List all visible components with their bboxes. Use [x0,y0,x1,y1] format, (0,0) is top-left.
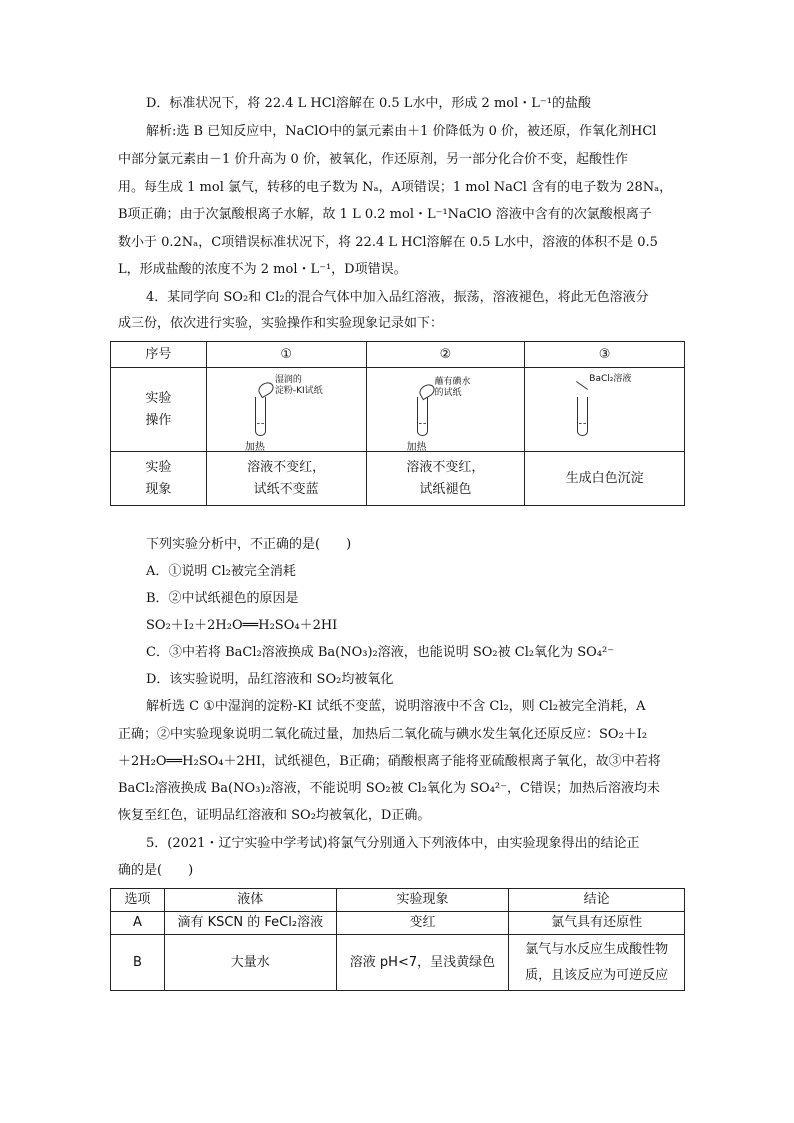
table-cell [509,935,685,991]
diagram-label: 加热 [406,441,427,453]
row-label: 实验 [145,390,172,406]
table-cell [525,368,685,452]
diagram-label: 蘸有碘水 的试纸 [434,376,471,398]
cell-text: 试纸褪色 [419,481,472,497]
q4-equation: SO₂＋I₂＋2H₂O══H₂SO₄＋2HI [146,618,338,633]
table-row [111,368,685,452]
q4-answer-line: 解析选 C ①中湿润的淀粉-KI 试纸不变蓝，说明溶液中不含 Cl₂，则 Cl₂被完全消耗，A [146,699,646,714]
test-tube-diagram [211,371,362,453]
q3-answer-line: B项正确；由于次氯酸根离子水解，故 1 L 0.2 mol・L⁻¹NaClO 溶液中含有的次氯酸根离子 [118,207,652,222]
table-cell [111,452,207,506]
q3-answer-line: L，形成盐酸的浓度不为 2 mol・L⁻¹，D项错误。 [118,262,407,277]
table-cell: 滴有 KSCN 的 FeCl₂溶液 [164,912,336,935]
table-cell [366,452,525,506]
table-cell: 溶液 pH<7，呈浅黄绿色 [336,935,509,991]
cell-text: 氯气与水反应生成酸性物 [525,941,669,957]
q4-question: 下列实验分析中，不正确的是( ) [146,537,352,552]
table-row [111,912,685,935]
q5-stem: 确的是( ) [118,863,194,878]
test-tube-icon [255,397,266,436]
table-cell [111,368,207,452]
test-paper-icon [256,379,276,397]
cell-text: 溶液不变红， [247,459,326,475]
table-cell [206,452,366,506]
table-cell: B [111,935,165,991]
q4-answer-line: 恢复至红色，证明品红溶液和 SO₂均被氧化，D正确。 [118,808,431,823]
q4-stem: 4．某同学向 SO₂和 Cl₂的混合气体中加入品红溶液，振荡，溶液褪色，将此无色溶液分 [146,290,649,305]
dropper-icon [576,381,588,390]
q3-option-d: D．标准状况下，将 22.4 L HCl溶解在 0.5 L水中，形成 2 mol・L⁻¹的盐酸 [146,96,591,111]
q3-answer-line: 数小于 0.2Nₐ，C项错误标准状况下，将 22.4 L HCl溶解在 0.5 L水中，溶液的体积不是 0.5 [118,235,658,250]
table-cell: 实验现象 [336,889,509,912]
cell-text: 试纸不变蓝 [253,481,319,497]
table-cell: 结论 [509,889,685,912]
table-cell: 生成白色沉淀 [525,452,685,506]
table-cell: ① [206,342,366,368]
q4-option-b: B．②中试纸褪色的原因是 [146,591,299,606]
q4-option-a: A．①说明 Cl₂被完全消耗 [146,564,296,579]
table-row [111,452,685,506]
q4-option-d: D．该实验说明，品红溶液和 SO₂均被氧化 [146,672,394,687]
cell-text: 溶液不变红， [406,459,485,475]
table-cell: 大量水 [164,935,336,991]
q5-options-table [110,888,685,991]
q4-answer-line: 正确；②中实验现象说明二氧化硫过量，加热后二氧化硫与碘水发生氧化还原反应：SO₂＋I₂ [118,727,648,742]
cell-text: 质，且该反应为可逆反应 [525,967,669,983]
test-tube-icon [417,397,428,436]
table-header-row [111,889,685,912]
row-label: 操作 [145,412,172,428]
table-row [111,935,685,991]
row-label: 现象 [145,481,172,497]
test-tube-diagram [529,371,680,449]
table-cell [206,368,366,452]
table-cell: 序号 [111,342,207,368]
q4-experiment-table [110,341,685,506]
q4-answer-line: ＋2H₂O══H₂SO₄＋2HI，试纸褪色，B正确；硝酸根离子能将亚硫酸根离子氧化，故③中若将 [118,754,661,769]
test-tube-icon [577,397,588,436]
diagram-label: 加热 [244,441,265,453]
table-cell: A [111,912,165,935]
diagram-label: BaCl₂溶液 [589,373,632,384]
q3-answer-line: 用。每生成 1 mol 氯气，转移的电子数为 Nₐ，A项错误；1 mol NaCl 含有的电子数为 28Nₐ， [118,180,673,195]
table-cell: 液体 [164,889,336,912]
diagram-label: 湿润的 淀粉-KI试纸 [274,374,323,396]
table-cell: ③ [525,342,685,368]
q4-answer-line: BaCl₂溶液换成 Ba(NO₃)₂溶液，不能说明 SO₂被 Cl₂氧化为 SO₄²⁻，C错误；加热后溶液均未 [118,781,660,796]
table-header-row [111,342,685,368]
row-label: 实验 [145,459,172,475]
table-cell: 变红 [336,912,509,935]
q3-answer-line: 解析:选 B 已知反应中，NaClO中的氯元素由＋1 价降低为 0 价，被还原，作氧化剂HCl [146,124,657,139]
q3-answer-line: 中部分氯元素由－1 价升高为 0 价，被氧化，作还原剂，另一部分化合价不变，起酸性作 [118,152,628,167]
table-cell [366,368,525,452]
q4-stem: 成三份，依次进行实验，实验操作和实验现象记录如下： [118,316,444,331]
q5-stem: 5．(2021・辽宁实验中学考试)将氯气分别通入下列液体中，由实验现象得出的结论正 [146,836,640,851]
q4-option-c: C．③中若将 BaCl₂溶液换成 Ba(NO₃)₂溶液，也能说明 SO₂被 Cl₂氧化为 SO₄²⁻ [146,645,615,660]
test-tube-diagram [371,371,521,453]
table-cell: ② [366,342,525,368]
table-cell: 氯气具有还原性 [509,912,685,935]
table-cell: 选项 [111,889,165,912]
